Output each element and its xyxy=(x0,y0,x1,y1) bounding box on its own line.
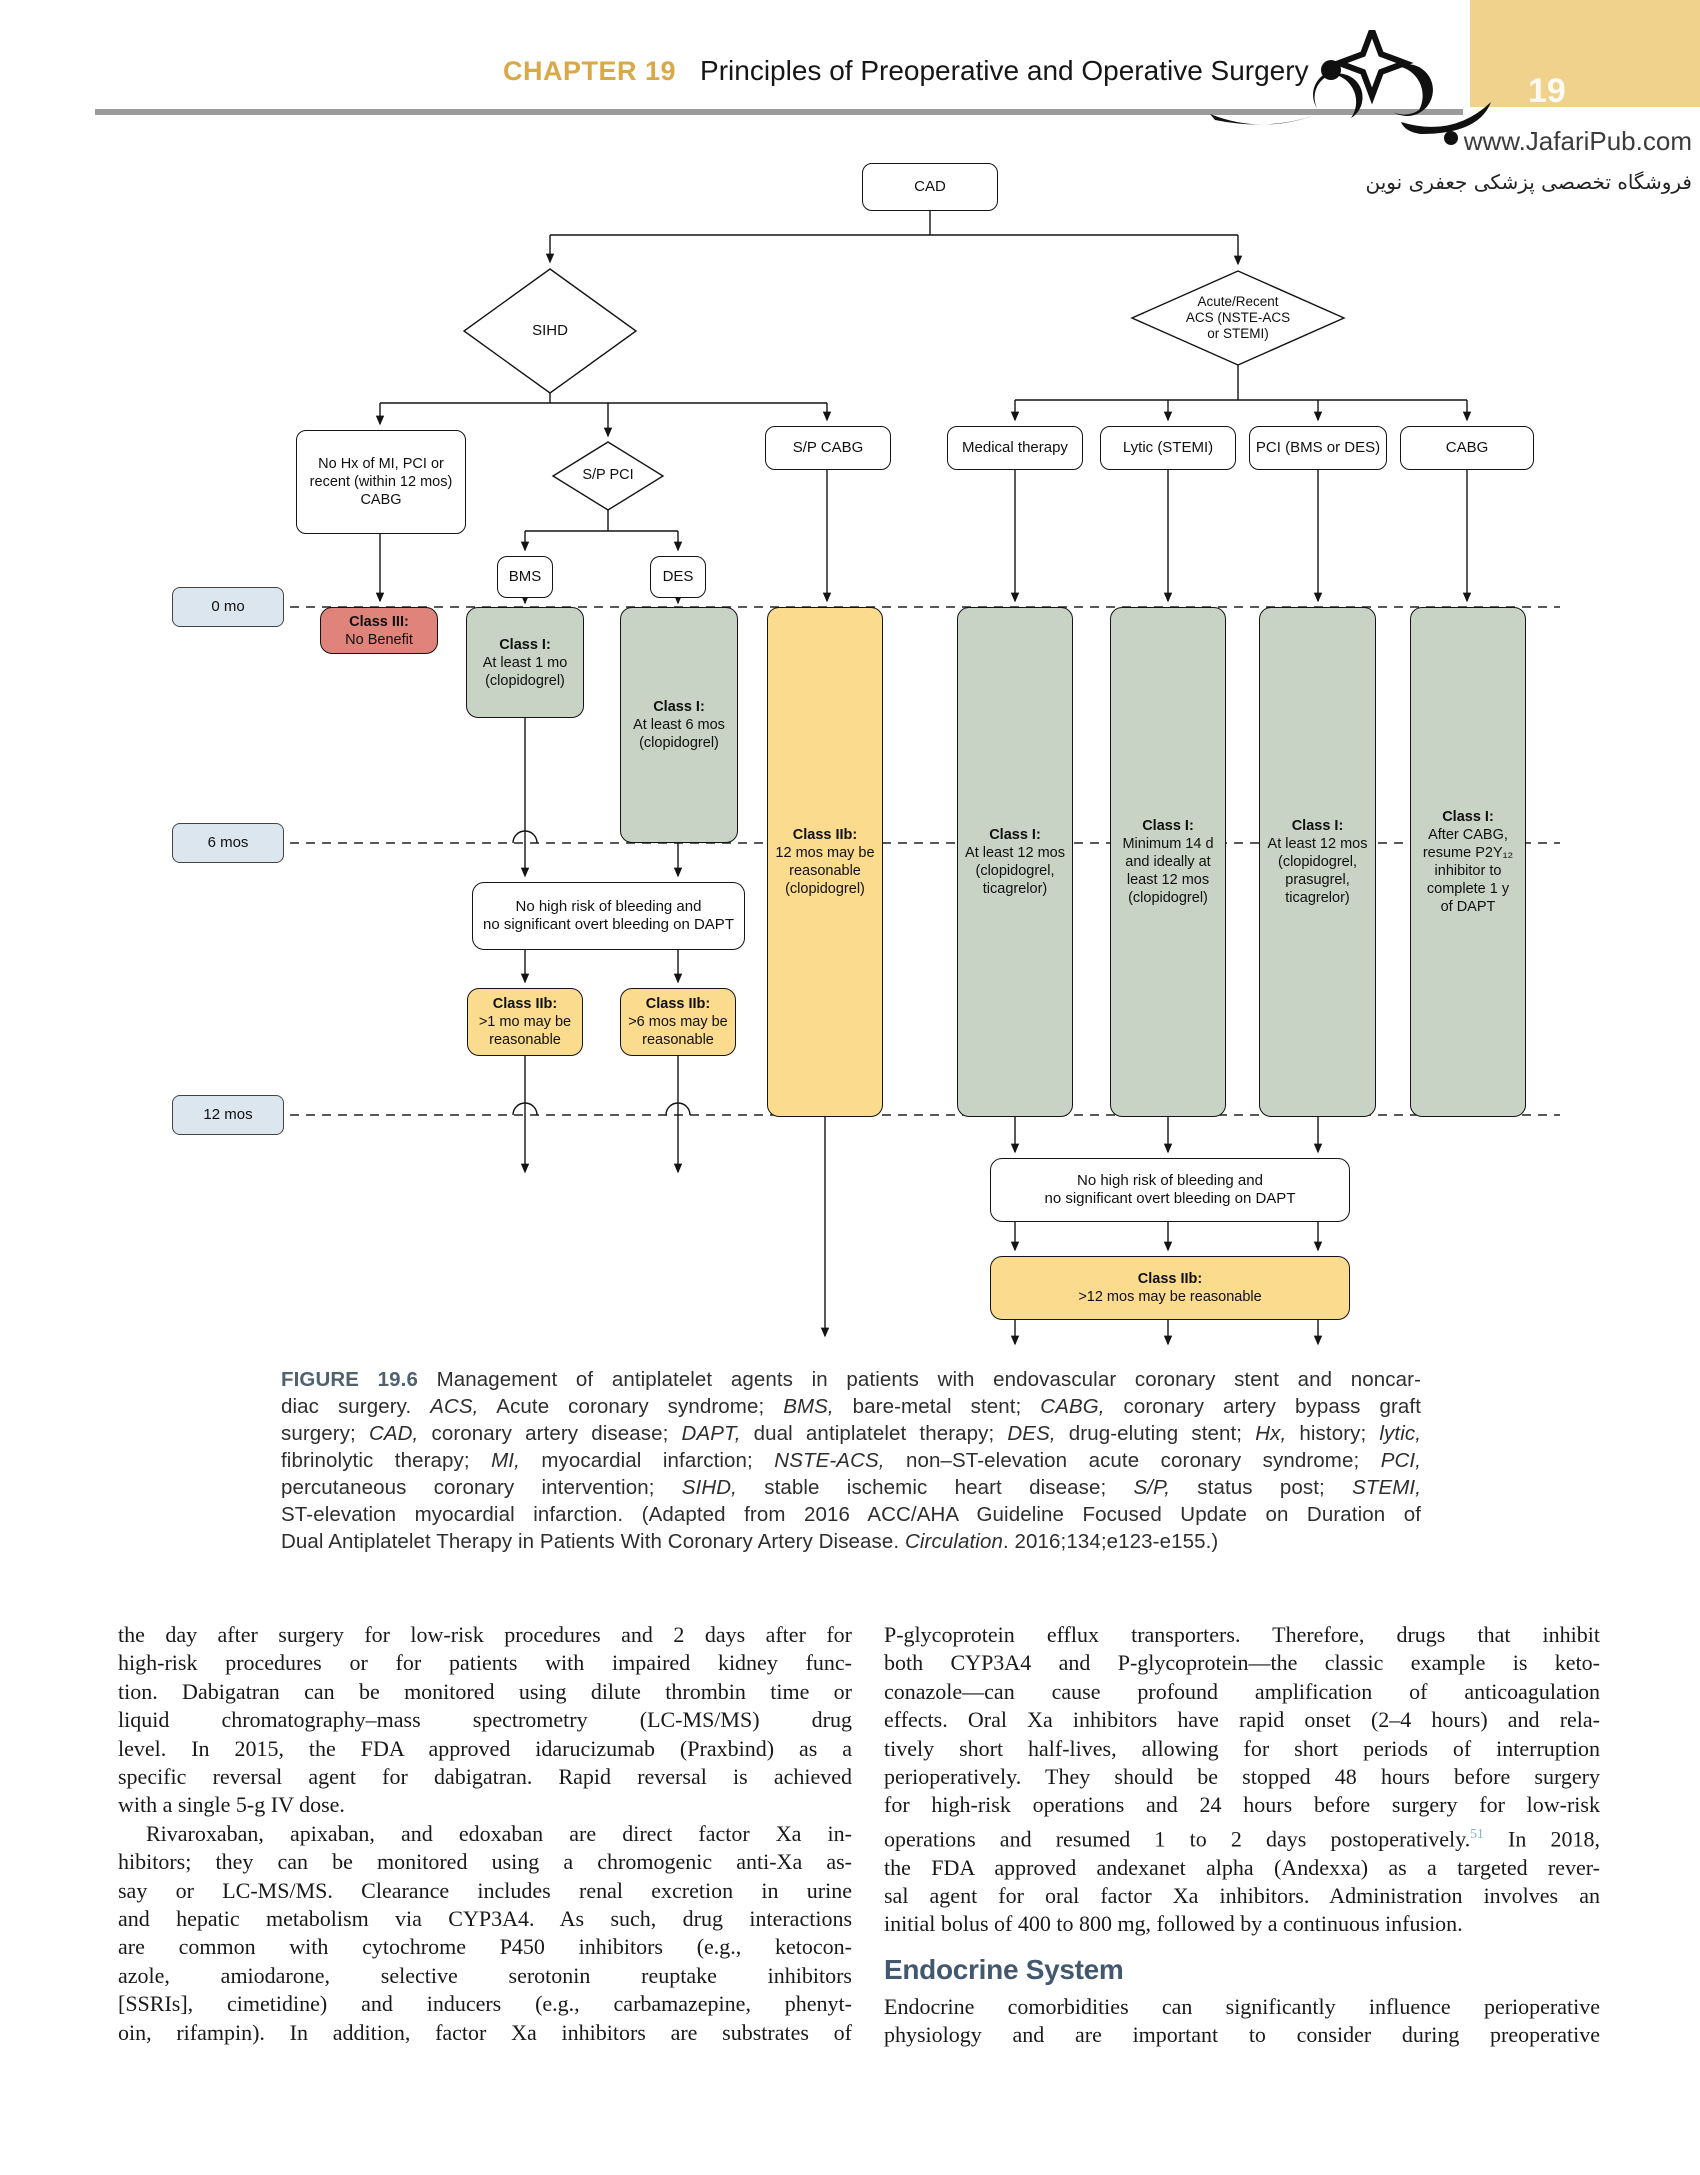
box-class-iib-gt6mos: Class IIb: >6 mos may be reasonable xyxy=(620,988,736,1056)
node-sp-pci: S/P PCI xyxy=(582,467,634,483)
box-class-iib-gt1mo: Class IIb: >1 mo may be reasonable xyxy=(467,988,583,1056)
node-cad: CAD xyxy=(862,163,998,211)
body-right-endocrine-paragraph: Endocrine comorbidities can significantly influence perioperative physiology and are important to consider during preoperative xyxy=(884,1993,1600,2048)
publisher-website: www.JafariPub.com xyxy=(1463,126,1692,156)
node-lytic-stemi: Lytic (STEMI) xyxy=(1100,426,1236,470)
chapter-title: Principles of Preoperative and Operative Surgery xyxy=(700,55,1309,86)
box-class-iib-gt12mos: Class IIb: >12 mos may be reasonable xyxy=(990,1256,1350,1320)
body-column-right xyxy=(884,1621,1600,2050)
box-class-i-after-cabg: Class I: After CABG, resume P2Y₁₂ inhibitor to complete 1 y of DAPT xyxy=(1410,607,1526,1117)
node-sihd: SIHD xyxy=(532,322,568,339)
box-class-i-1mo: Class I: At least 1 mo (clopidogrel) xyxy=(466,607,584,718)
box-no-high-bleeding-risk-1: No high risk of bleeding and no significant overt bleeding on DAPT xyxy=(472,882,745,950)
timeline-0mo: 0 mo xyxy=(172,587,284,627)
node-acs: Acute/Recent ACS (NSTE-ACS or STEMI) xyxy=(1185,294,1291,341)
body-column-left: the day after surgery for low-risk procedures and 2 days after for high-risk procedures or for patients with impaired kidney func- tion. Dabigatran can be monitored using dilute thrombin time or liquid chromatography–mass spectrometry (LC-MS/MS) drug level. In 2015, the FDA approved idarucizumab (Praxbind) as a specific reversal agent for dabigatran. Rapid reversal is achieved with a single 5-g IV dose. Rivaroxaban, apixaban, and edoxaban are direct factor Xa in- hibitors; they can be monitored using a chromogenic anti-Xa as- say or LC-MS/MS. Clearance includes renal excretion in urine and hepatic metabolism via CYP3A4. As such, drug interactions are common with cytochrome P450 inhibitors (e.g., ketocon- azole, amiodarone, selective serotonin reuptake inhibitors [SSRIs], cimetidine) and inducers (e.g., carbamazepine, phenyt- oin, rifampin). In addition, factor Xa inhibitors are substrates of xyxy=(118,1622,852,2045)
node-des: DES xyxy=(650,556,706,598)
body-right-paragraphs: P-glycoprotein efflux transporters. Therefore, drugs that inhibit both CYP3A4 and P-glycoprotein—the classic example is keto- conazole—can cause profound amplification of anticoagulation effects. Oral Xa inhibitors have rapid onset (2–4 hours) and rela- tively short half-lives, allowing for short periods of interruption perioperatively. They should be stopped 48 hours before surgery for high-risk operations and 24 hours before surgery for low-risk operations and resumed 1 to 2 days postoperatively.$^{51}$ In 2018, the FDA approved andexanet alpha (Andexxa) as a targeted rever- sal agent for oral factor Xa inhibitors. Administration involves an initial bolus of 400 to 800 mg, followed by a continuous infusion. xyxy=(884,1622,1600,1937)
box-class-i-6mos: Class I: At least 6 mos (clopidogrel) xyxy=(620,607,738,843)
box-class-iib-12mos-cabg: Class IIb: 12 mos may be reasonable (clopidogrel) xyxy=(767,607,883,1117)
node-sp-cabg: S/P CABG xyxy=(765,426,891,470)
node-pci-bms-des: PCI (BMS or DES) xyxy=(1249,426,1387,470)
publisher-tagline: فروشگاه تخصصی پزشکی جعفری نوین xyxy=(1365,170,1692,194)
page-number: 19 xyxy=(1528,72,1566,110)
publisher-logo-icon xyxy=(1205,30,1505,150)
box-class-i-lytic: Class I: Minimum 14 d and ideally at least 12 mos (clopidogrel) xyxy=(1110,607,1226,1117)
node-no-history: No Hx of MI, PCI or recent (within 12 mos) CABG xyxy=(296,430,466,534)
timeline-12mos: 12 mos xyxy=(172,1095,284,1135)
timeline-6mos: 6 mos xyxy=(172,823,284,863)
box-class-i-pci: Class I: At least 12 mos (clopidogrel, prasugrel, ticagrelor) xyxy=(1259,607,1376,1117)
node-medical-therapy: Medical therapy xyxy=(947,426,1083,470)
section-heading-endocrine: Endocrine System xyxy=(884,1953,1124,1985)
chapter-label: CHAPTER 19 xyxy=(503,56,677,86)
node-bms: BMS xyxy=(497,556,553,598)
node-cabg: CABG xyxy=(1400,426,1534,470)
box-class-iii-no-benefit: Class III: No Benefit xyxy=(320,607,438,654)
figure-caption: FIGURE 19.6 Management of antiplatelet agents in patients with endovascular coronary stent and noncar- diac surgery. ACS, Acute coronary syndrome; BMS, bare-metal stent; CABG, coronary artery bypass graft surgery; CAD, coronary artery disease; DAPT, dual antiplatelet therapy; DES, drug-eluting stent; Hx, history; lytic, fibrinolytic therapy; MI, myocardial infarction; NSTE-ACS, non–ST-elevation acute coronary syndrome; PCI, percutaneous coronary intervention; SIHD, stable ischemic heart disease; S/P, status post; STEMI, ST-elevation myocardial infarction. (Adapted from 2016 ACC/AHA Guideline Focused Update on Duration of Dual Antiplatelet Therapy in Patients With Coronary Artery Disease. Circulation. 2016;134;e123-e155.) xyxy=(281,1368,1422,1553)
box-no-high-bleeding-risk-2: No high risk of bleeding and no significant overt bleeding on DAPT xyxy=(990,1158,1350,1222)
box-class-i-medical: Class I: At least 12 mos (clopidogrel, ticagrelor) xyxy=(957,607,1073,1117)
